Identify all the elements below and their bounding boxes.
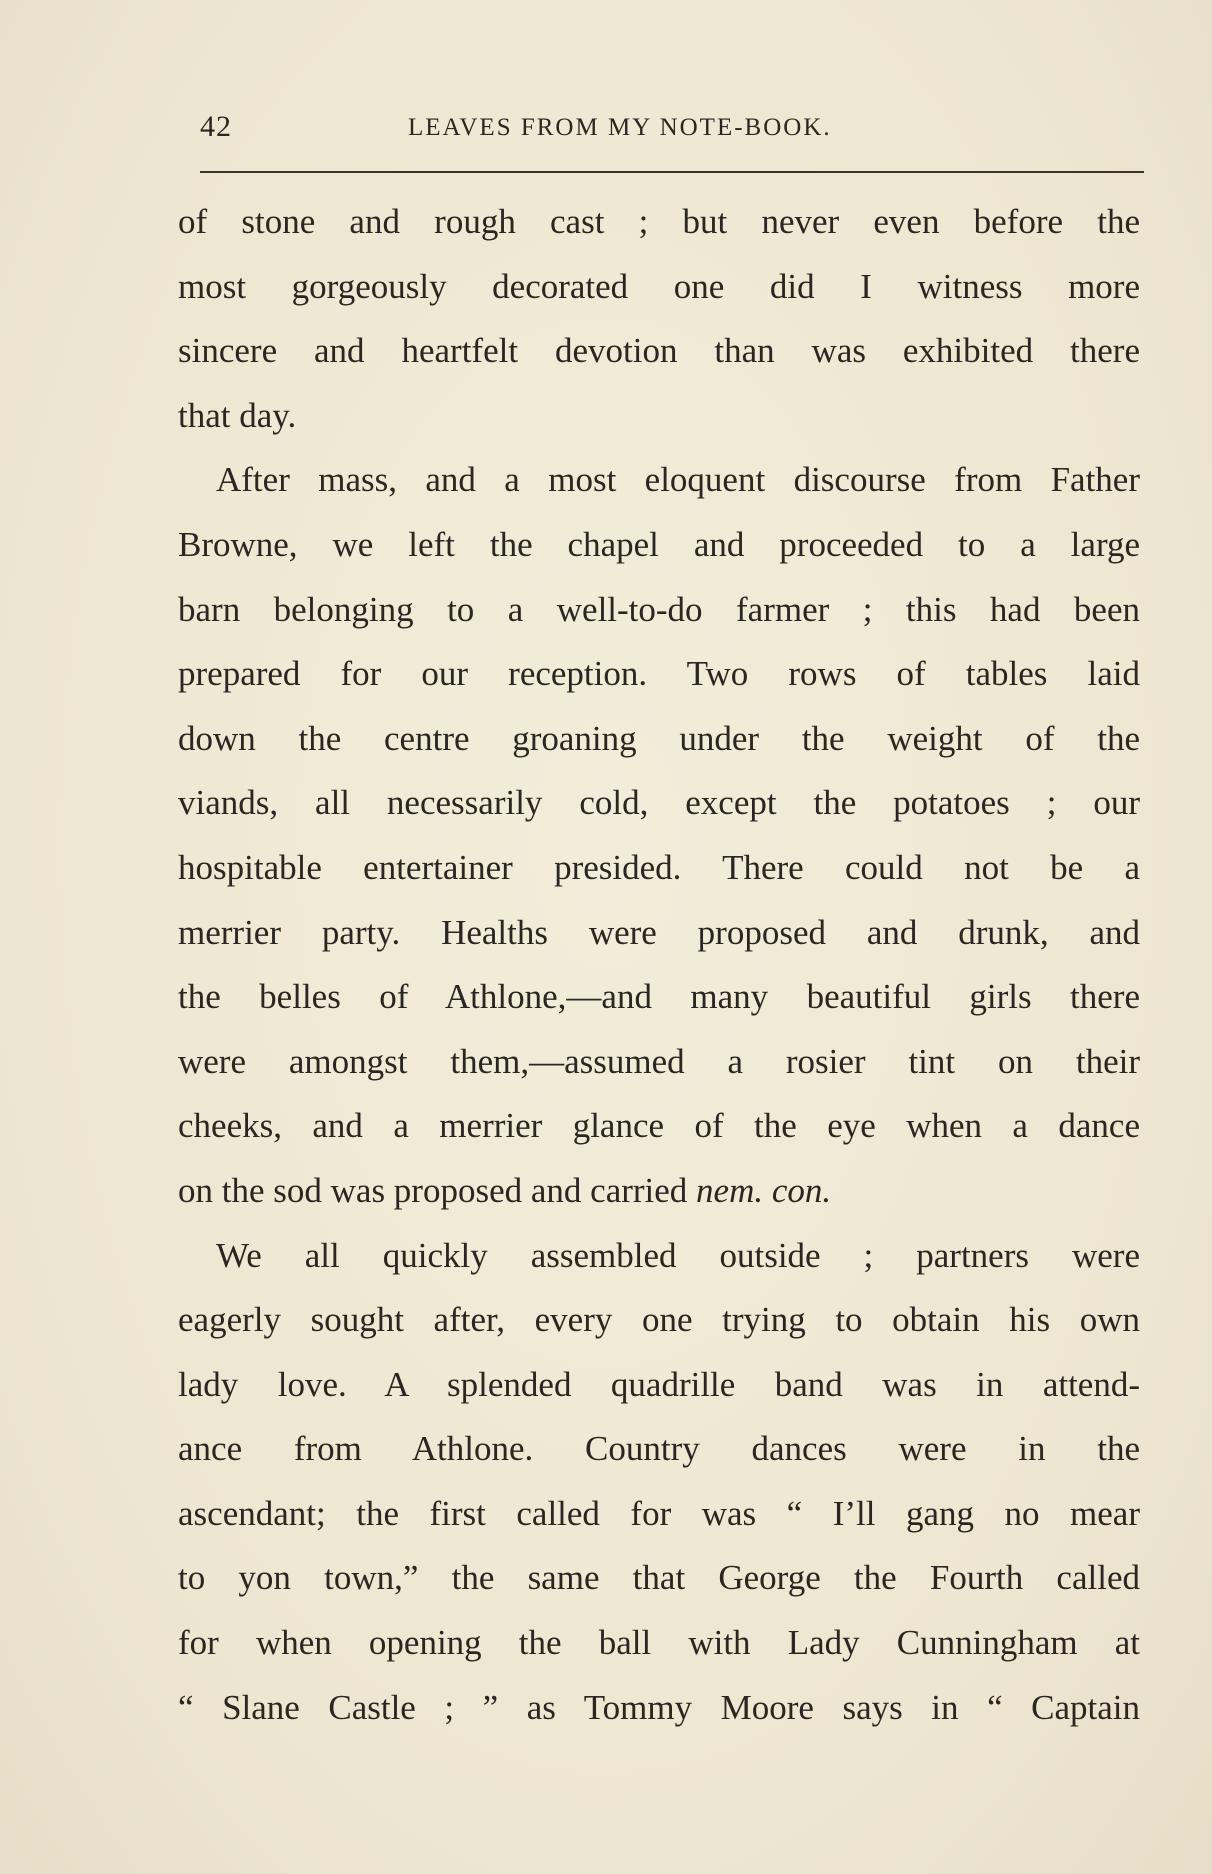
page-number: 42 bbox=[200, 110, 232, 143]
text-line-segment: on the sod was proposed and carried bbox=[178, 1170, 688, 1210]
text-line: down the centre groaning under the weight of the bbox=[178, 718, 1140, 758]
body-text bbox=[178, 190, 1140, 1740]
text-line: ascendant; the first called for was “ I’ll gang no mear bbox=[178, 1493, 1140, 1533]
text-line: most gorgeously decorated one did I witness more bbox=[178, 266, 1140, 306]
paragraph-start-line: After mass, and a most eloquent discourse from Father bbox=[216, 460, 1140, 500]
text-line: sincere and heartfelt devotion than was exhibited there bbox=[178, 331, 1140, 371]
text-line: eagerly sought after, every one trying to obtain his own bbox=[178, 1300, 1140, 1340]
text-line: viands, all necessarily cold, except the potatoes ; our bbox=[178, 783, 1140, 823]
text-line: Browne, we left the chapel and proceeded to a large bbox=[178, 524, 1140, 564]
text-line: hospitable entertainer presided. There could not be a bbox=[178, 847, 1140, 887]
text-line bbox=[178, 1159, 1140, 1224]
text-line: that day. bbox=[178, 395, 297, 435]
text-line: to yon town,” the same that George the Fourth called bbox=[178, 1558, 1140, 1598]
italic-phrase: nem. con. bbox=[696, 1170, 832, 1210]
text-line: for when opening the ball with Lady Cunningham at bbox=[178, 1623, 1140, 1663]
text-line: barn belonging to a well-to-do farmer ; this had been bbox=[178, 589, 1140, 629]
running-title: LEAVES FROM MY NOTE-BOOK. bbox=[408, 114, 832, 141]
header-rule bbox=[200, 171, 1144, 173]
text-line: “ Slane Castle ; ” as Tommy Moore says in “ Captain bbox=[178, 1687, 1140, 1727]
paragraph-start-line: We all quickly assembled outside ; partners were bbox=[216, 1235, 1140, 1275]
text-line: merrier party. Healths were proposed and drunk, and bbox=[178, 912, 1140, 952]
text-line: prepared for our reception. Two rows of tables laid bbox=[178, 654, 1140, 694]
page-header bbox=[200, 110, 1144, 150]
text-line: the belles of Athlone,—and many beautiful girls there bbox=[178, 977, 1140, 1017]
text-line: lady love. A splended quadrille band was in attend- bbox=[178, 1364, 1140, 1404]
text-line: cheeks, and a merrier glance of the eye when a dance bbox=[178, 1106, 1140, 1146]
text-line: were amongst them,—assumed a rosier tint on their bbox=[178, 1041, 1140, 1081]
text-line: ance from Athlone. Country dances were in the bbox=[178, 1429, 1140, 1469]
text-line: of stone and rough cast ; but never even before the bbox=[178, 202, 1140, 241]
